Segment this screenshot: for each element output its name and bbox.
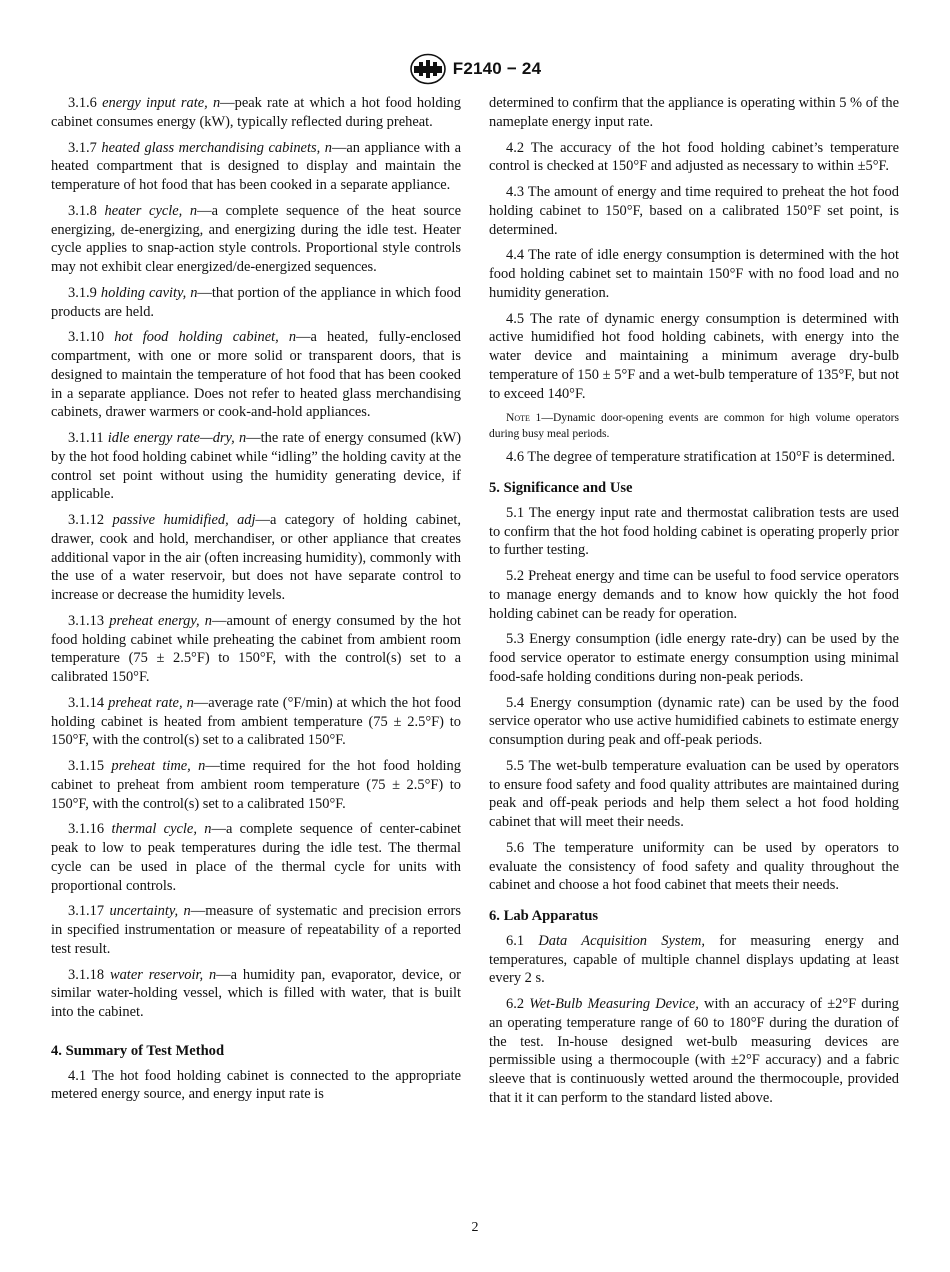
definition-term: holding cavity, n bbox=[100, 284, 198, 301]
paragraph-6-1-term: Data Acquisition System, bbox=[538, 932, 705, 949]
definition-number: 3.1.14 bbox=[68, 694, 105, 711]
definition-text: —an appliance with a heated compartment that is designed to display and maintain the temperature of hot food that has been cooked in a separate appliance. bbox=[51, 139, 462, 193]
definition-text: —a category of holding cabinet, drawer, cook and hold, merchandiser, or other appliance that creates additional vapor in the air (often increasing humidity), commonly with the use of a water reservoir, but does not have separate control to increase or decrease the humidity levels. bbox=[51, 512, 461, 603]
paragraph-6-2-number: 6.2 bbox=[506, 996, 525, 1012]
definition-number: 3.1.6 bbox=[68, 95, 97, 111]
definition-number: 3.1.8 bbox=[68, 202, 97, 219]
definition-term: water reservoir, n bbox=[109, 966, 217, 983]
definitions-list bbox=[51, 94, 461, 1022]
definition-number: 3.1.11 bbox=[68, 430, 104, 446]
paragraph-6-2-term: Wet-Bulb Measuring Device, bbox=[529, 996, 699, 1012]
definition-item bbox=[51, 284, 461, 322]
definition-number: 3.1.9 bbox=[68, 284, 97, 301]
definition-text: —a heated, fully-enclosed compartment, with one or more solid or transparent doors, that is designed to maintain the temperature of hot food that has been cooked in a separate appliance. Does not refer to heated glass merchandising cabinets, drawer warmers or cook-and-hold appliances. bbox=[51, 329, 462, 421]
section-5-heading: 5. Significance and Use bbox=[489, 480, 633, 496]
definition-item bbox=[51, 202, 461, 277]
definition-item bbox=[51, 94, 461, 132]
definition-item bbox=[51, 694, 461, 750]
definition-number: 3.1.18 bbox=[68, 966, 105, 983]
paragraph-6-2 bbox=[489, 995, 899, 1108]
paragraph-6-2-text: with an accuracy of ±2°F during an operating temperature range of 60 to 180°F during the duration of the test. In-house designed wet-bulb measuring devices are permissible using a thermocouple (with ±2°F accuracy) and a fabric sleeve that is continuously wetted around the thermocouple, provided that it it can perform to the standard listed above. bbox=[489, 996, 899, 1106]
definition-term: preheat energy, n bbox=[109, 612, 213, 629]
note-1-text: —Dynamic door-opening events are common for high volume operators during busy meal periods. bbox=[489, 411, 899, 440]
definition-item bbox=[51, 966, 461, 1022]
section-6-heading: 6. Lab Apparatus bbox=[489, 908, 599, 924]
definition-item bbox=[51, 328, 461, 422]
definition-text: —amount of energy consumed by the hot food holding cabinet while preheating the cabinet from ambient room temperature (75 ± 2.5°F) to 150°F, with the control(s) set to a calibrated 150°F. bbox=[51, 612, 462, 685]
definition-number: 3.1.10 bbox=[68, 329, 105, 346]
paragraph-6-1-number: 6.1 bbox=[506, 932, 525, 949]
definition-number: 3.1.15 bbox=[68, 758, 105, 774]
paragraph-4-5: 4.5 The rate of dynamic energy consumption is determined with active humidified hot food holding cabinets, with energy into the water device and maintaining a minimum average dry-bulb temperature of 150 ± 5°F and a wet-bulb temperature of 135°F, but not to exceed 140°F. bbox=[489, 310, 899, 402]
definition-text: —average rate (°F/min) at which the hot food holding cabinet is heated from ambient temperature (75 ± 2.5°F) to 150°F, with the control(s) set to a calibrated 150°F. bbox=[51, 694, 461, 749]
paragraph-4-4: 4.4 The rate of idle energy consumption is determined with the hot food holding cabinet set to maintain 150°F with no food load and no humidity generation. bbox=[489, 247, 899, 301]
definition-term: heated glass merchandising cabinets, n bbox=[101, 139, 332, 156]
definition-text: —that portion of the appliance in which food products are held. bbox=[51, 284, 461, 320]
paragraph-4-1-continued: determined to confirm that the appliance is operating within 5 % of the nameplate energy input rate. bbox=[489, 95, 899, 130]
definition-number: 3.1.12 bbox=[68, 512, 105, 528]
paragraph-5-2: 5.2 Preheat energy and time can be useful to food service operators to manage energy demands and to know how quickly the hot food holding cabinet can be ready for operation. bbox=[489, 568, 899, 622]
note-1 bbox=[489, 410, 899, 441]
paragraph-5-6: 5.6 The temperature uniformity can be used by operators to evaluate the consistency of food safety and quality throughout the cabinet and choose a hot food cabinet that meets their needs. bbox=[489, 839, 899, 894]
left-column bbox=[51, 94, 461, 1111]
paragraph-5-1: 5.1 The energy input rate and thermostat calibration tests are used to confirm that the hot food holding cabinet is operating properly prior to further testing. bbox=[489, 504, 899, 559]
definition-term: passive humidified, adj bbox=[112, 512, 256, 528]
paragraph-5-5: 5.5 The wet-bulb temperature evaluation can be used by operators to ensure food safety and food quality attributes are maintained during peak and off-peak periods and help them select a hot food holding cabinet that will meet their needs. bbox=[489, 757, 899, 830]
definition-number: 3.1.7 bbox=[68, 139, 97, 156]
definition-text: —the rate of energy consumed (kW) by the hot food holding cabinet while “idling” the holding cavity at the control set point without using the humidity generating device, if applicable. bbox=[51, 430, 462, 503]
definition-item bbox=[51, 429, 461, 504]
definition-number: 3.1.16 bbox=[68, 821, 105, 838]
paragraph-6-1 bbox=[489, 932, 899, 988]
definition-item bbox=[51, 902, 461, 958]
page-header bbox=[0, 52, 950, 86]
definition-number: 3.1.17 bbox=[68, 903, 105, 920]
section-4-heading: 4. Summary of Test Method bbox=[51, 1042, 225, 1059]
definition-term: energy input rate, n bbox=[102, 95, 221, 111]
definition-text: —measure of systematic and precision errors in specified instrumentation or measure of repeatability of a reported test result. bbox=[51, 903, 461, 957]
paragraph-4-2: 4.2 The accuracy of the hot food holding cabinet’s temperature control is checked at 150°F and adjusted as necessary to within ±5°F. bbox=[489, 139, 899, 175]
definition-item bbox=[51, 139, 461, 195]
definition-term: hot food holding cabinet, n bbox=[114, 329, 297, 346]
definition-term: preheat time, n bbox=[111, 758, 206, 774]
page-number: 2 bbox=[471, 1220, 479, 1235]
definition-text: —a humidity pan, evaporator, device, or similar water-holding vessel, which is filled with water, that is built into the cabinet. bbox=[51, 966, 461, 1020]
paragraph-4-6: 4.6 The degree of temperature stratification at 150°F is determined. bbox=[506, 449, 896, 466]
definition-term: uncertainty, n bbox=[109, 903, 191, 920]
definition-text: —peak rate at which a hot food holding cabinet consumes energy (kW), typically reflected during preheat. bbox=[51, 95, 461, 130]
astm-logo-icon bbox=[409, 53, 447, 85]
definition-item bbox=[51, 757, 461, 813]
definition-text: —a complete sequence of center-cabinet peak to low to peak temperatures during the idle test. The thermal cycle can be used in place of the thermal cycle for units with proportional controls. bbox=[51, 821, 461, 894]
definition-text: —time required for the hot food holding cabinet to preheat from ambient room temperature (75 ± 2.5°F) to 150°F, with the control(s) set to a calibrated 150°F. bbox=[51, 758, 461, 812]
definition-term: thermal cycle, n bbox=[111, 821, 212, 838]
paragraph-4-3: 4.3 The amount of energy and time required to preheat the hot food holding cabinet to 150°F, based on a calibrated 150°F set point, is determined. bbox=[489, 184, 899, 238]
definition-term: idle energy rate—dry, n bbox=[107, 430, 247, 446]
definition-item bbox=[51, 511, 461, 605]
definition-term: heater cycle, n bbox=[104, 202, 198, 219]
definition-term: preheat rate, n bbox=[108, 694, 194, 711]
paragraph-4-1: 4.1 The hot food holding cabinet is connected to the appropriate metered energy source, and energy input rate is bbox=[51, 1067, 461, 1103]
definition-number: 3.1.13 bbox=[68, 612, 105, 629]
right-column bbox=[489, 94, 899, 1115]
note-1-label: Note 1 bbox=[506, 411, 542, 425]
paragraph-5-4: 5.4 Energy consumption (dynamic rate) can be used by the food service operator who use active humidified cabinets to estimate energy consumption during peak and off-peak periods. bbox=[489, 694, 899, 748]
definition-item bbox=[51, 820, 461, 895]
definition-text: —a complete sequence of the heat source energizing, de-energizing, and energizing during the idle test. Heater cycle applies to snap-action style controls. Proportional style controls may not exhibit clear energized/de-energized sequences. bbox=[51, 202, 461, 275]
document-id: F2140 − 24 bbox=[452, 59, 542, 78]
paragraph-6-1-text: for measuring energy and temperatures, capable of multiple channel displays updating at least every 2 s. bbox=[489, 932, 899, 987]
definition-item bbox=[51, 612, 461, 687]
paragraph-5-3: 5.3 Energy consumption (idle energy rate-dry) can be used by the food service operator to estimate energy consumption using minimal food-safe holding conditions during non-peak periods. bbox=[489, 631, 899, 685]
